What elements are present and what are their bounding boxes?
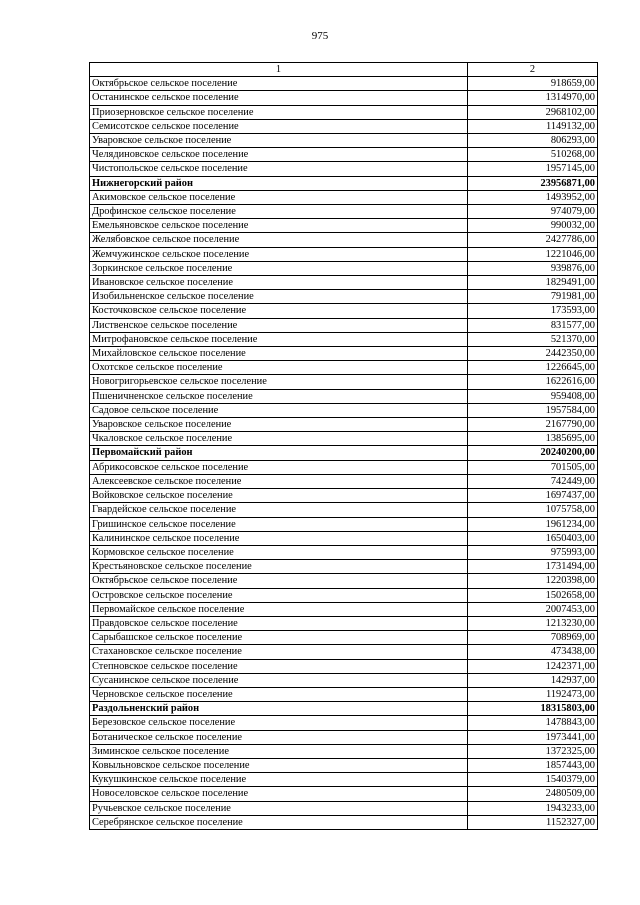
amount-value: 701505,00 bbox=[468, 460, 598, 474]
settlement-name: Челядиновское сельское поселение bbox=[90, 148, 468, 162]
settlement-name: Емельяновское сельское поселение bbox=[90, 219, 468, 233]
amount-value: 20240200,00 bbox=[468, 446, 598, 460]
amount-value: 1502658,00 bbox=[468, 588, 598, 602]
table-row bbox=[90, 545, 598, 559]
table-row bbox=[90, 659, 598, 673]
settlement-name: Октябрьское сельское поселение bbox=[90, 574, 468, 588]
settlement-name: Калининское сельское поселение bbox=[90, 531, 468, 545]
column-header-1: 1 bbox=[90, 63, 468, 77]
table-row bbox=[90, 304, 598, 318]
amount-value: 1731494,00 bbox=[468, 560, 598, 574]
amount-value: 473438,00 bbox=[468, 645, 598, 659]
amount-value: 173593,00 bbox=[468, 304, 598, 318]
settlement-name: Чкаловское сельское поселение bbox=[90, 432, 468, 446]
settlement-name: Войковское сельское поселение bbox=[90, 489, 468, 503]
settlement-name: Абрикосовское сельское поселение bbox=[90, 460, 468, 474]
settlement-name: Первомайское сельское поселение bbox=[90, 602, 468, 616]
amount-value: 2427786,00 bbox=[468, 233, 598, 247]
amount-value: 939876,00 bbox=[468, 261, 598, 275]
settlement-name: Первомайский район bbox=[90, 446, 468, 460]
settlement-name: Зиминское сельское поселение bbox=[90, 744, 468, 758]
table-header-row bbox=[90, 63, 598, 77]
amount-value: 1152327,00 bbox=[468, 815, 598, 829]
table-row bbox=[90, 205, 598, 219]
amount-value: 806293,00 bbox=[468, 134, 598, 148]
settlement-name: Серебрянское сельское поселение bbox=[90, 815, 468, 829]
amount-value: 2007453,00 bbox=[468, 602, 598, 616]
settlement-name: Алексеевское сельское поселение bbox=[90, 474, 468, 488]
amount-value: 1149132,00 bbox=[468, 119, 598, 133]
table-row bbox=[90, 517, 598, 531]
settlement-name: Пшеничненское сельское поселение bbox=[90, 389, 468, 403]
amount-value: 975993,00 bbox=[468, 545, 598, 559]
settlement-name: Садовое сельское поселение bbox=[90, 403, 468, 417]
amount-value: 1213230,00 bbox=[468, 616, 598, 630]
table-row bbox=[90, 233, 598, 247]
amount-value: 1943233,00 bbox=[468, 801, 598, 815]
table-row bbox=[90, 602, 598, 616]
settlement-name: Правдовское сельское поселение bbox=[90, 616, 468, 630]
settlement-name: Уваровское сельское поселение bbox=[90, 134, 468, 148]
settlement-name: Уваровское сельское поселение bbox=[90, 418, 468, 432]
settlement-name: Лиственское сельское поселение bbox=[90, 318, 468, 332]
amount-value: 708969,00 bbox=[468, 631, 598, 645]
settlement-name: Сусанинское сельское поселение bbox=[90, 673, 468, 687]
amount-value: 1372325,00 bbox=[468, 744, 598, 758]
table-row bbox=[90, 631, 598, 645]
settlement-name: Косточковское сельское поселение bbox=[90, 304, 468, 318]
table-row bbox=[90, 560, 598, 574]
settlement-name: Раздольненский район bbox=[90, 702, 468, 716]
table-row bbox=[90, 190, 598, 204]
amount-value: 2167790,00 bbox=[468, 418, 598, 432]
table-row bbox=[90, 261, 598, 275]
table-row bbox=[90, 574, 598, 588]
amount-value: 1220398,00 bbox=[468, 574, 598, 588]
amount-value: 18315803,00 bbox=[468, 702, 598, 716]
amount-value: 1957145,00 bbox=[468, 162, 598, 176]
table-row bbox=[90, 474, 598, 488]
district-row bbox=[90, 446, 598, 460]
settlement-name: Крестьяновское сельское поселение bbox=[90, 560, 468, 574]
settlement-name: Стахановское сельское поселение bbox=[90, 645, 468, 659]
table-row bbox=[90, 503, 598, 517]
settlement-name: Кормовское сельское поселение bbox=[90, 545, 468, 559]
district-row bbox=[90, 176, 598, 190]
table-row bbox=[90, 119, 598, 133]
settlement-name: Семисотское сельское поселение bbox=[90, 119, 468, 133]
settlement-name: Ковыльновское сельское поселение bbox=[90, 758, 468, 772]
settlement-name: Кукушкинское сельское поселение bbox=[90, 773, 468, 787]
amount-value: 831577,00 bbox=[468, 318, 598, 332]
budget-table bbox=[89, 62, 598, 830]
settlement-name: Желябовское сельское поселение bbox=[90, 233, 468, 247]
table-row bbox=[90, 418, 598, 432]
table-row bbox=[90, 687, 598, 701]
table-row bbox=[90, 148, 598, 162]
table-row bbox=[90, 588, 598, 602]
table-row bbox=[90, 403, 598, 417]
table-row bbox=[90, 389, 598, 403]
amount-value: 974079,00 bbox=[468, 205, 598, 219]
amount-value: 1650403,00 bbox=[468, 531, 598, 545]
table-row bbox=[90, 716, 598, 730]
settlement-name: Изобильненское сельское поселение bbox=[90, 290, 468, 304]
amount-value: 2442350,00 bbox=[468, 347, 598, 361]
table-row bbox=[90, 318, 598, 332]
amount-value: 742449,00 bbox=[468, 474, 598, 488]
amount-value: 1857443,00 bbox=[468, 758, 598, 772]
column-header-2: 2 bbox=[468, 63, 598, 77]
table-row bbox=[90, 247, 598, 261]
amount-value: 1493952,00 bbox=[468, 190, 598, 204]
settlement-name: Митрофановское сельское поселение bbox=[90, 332, 468, 346]
table-row bbox=[90, 645, 598, 659]
amount-value: 1385695,00 bbox=[468, 432, 598, 446]
settlement-name: Черновское сельское поселение bbox=[90, 687, 468, 701]
amount-value: 1973441,00 bbox=[468, 730, 598, 744]
settlement-name: Октябрьское сельское поселение bbox=[90, 77, 468, 91]
table-row bbox=[90, 673, 598, 687]
amount-value: 959408,00 bbox=[468, 389, 598, 403]
amount-value: 1226645,00 bbox=[468, 361, 598, 375]
amount-value: 2968102,00 bbox=[468, 105, 598, 119]
table-row bbox=[90, 758, 598, 772]
table-row bbox=[90, 134, 598, 148]
amount-value: 1314970,00 bbox=[468, 91, 598, 105]
table-row bbox=[90, 162, 598, 176]
table-row bbox=[90, 815, 598, 829]
table-row bbox=[90, 773, 598, 787]
settlement-name: Зоркинское сельское поселение bbox=[90, 261, 468, 275]
table-row bbox=[90, 77, 598, 91]
settlement-name: Нижнегорский район bbox=[90, 176, 468, 190]
settlement-name: Гришинское сельское поселение bbox=[90, 517, 468, 531]
amount-value: 2480509,00 bbox=[468, 787, 598, 801]
table-row bbox=[90, 787, 598, 801]
amount-value: 142937,00 bbox=[468, 673, 598, 687]
settlement-name: Березовское сельское поселение bbox=[90, 716, 468, 730]
amount-value: 1075758,00 bbox=[468, 503, 598, 517]
settlement-name: Охотское сельское поселение bbox=[90, 361, 468, 375]
table-row bbox=[90, 744, 598, 758]
table-row bbox=[90, 375, 598, 389]
amount-value: 1961234,00 bbox=[468, 517, 598, 531]
table-body bbox=[90, 77, 598, 830]
amount-value: 918659,00 bbox=[468, 77, 598, 91]
settlement-name: Островское сельское поселение bbox=[90, 588, 468, 602]
table-row bbox=[90, 347, 598, 361]
settlement-name: Ручьевское сельское поселение bbox=[90, 801, 468, 815]
amount-value: 1622616,00 bbox=[468, 375, 598, 389]
amount-value: 521370,00 bbox=[468, 332, 598, 346]
table-row bbox=[90, 91, 598, 105]
page-number: 975 bbox=[311, 30, 329, 42]
settlement-name: Останинское сельское поселение bbox=[90, 91, 468, 105]
amount-value: 1192473,00 bbox=[468, 687, 598, 701]
settlement-name: Новогригорьевское сельское поселение bbox=[90, 375, 468, 389]
table-row bbox=[90, 730, 598, 744]
amount-value: 1242371,00 bbox=[468, 659, 598, 673]
table-row bbox=[90, 332, 598, 346]
settlement-name: Жемчужинское сельское поселение bbox=[90, 247, 468, 261]
table-row bbox=[90, 432, 598, 446]
settlement-name: Новоселовское сельское поселение bbox=[90, 787, 468, 801]
table-row bbox=[90, 489, 598, 503]
settlement-name: Акимовское сельское поселение bbox=[90, 190, 468, 204]
table-row bbox=[90, 105, 598, 119]
settlement-name: Приозерновское сельское поселение bbox=[90, 105, 468, 119]
table-row bbox=[90, 531, 598, 545]
amount-value: 791981,00 bbox=[468, 290, 598, 304]
settlement-name: Михайловское сельское поселение bbox=[90, 347, 468, 361]
amount-value: 1221046,00 bbox=[468, 247, 598, 261]
settlement-name: Дрофинское сельское поселение bbox=[90, 205, 468, 219]
amount-value: 1697437,00 bbox=[468, 489, 598, 503]
amount-value: 1829491,00 bbox=[468, 276, 598, 290]
amount-value: 510268,00 bbox=[468, 148, 598, 162]
settlement-name: Сарыбашское сельское поселение bbox=[90, 631, 468, 645]
table-row bbox=[90, 290, 598, 304]
settlement-name: Чистопольское сельское поселение bbox=[90, 162, 468, 176]
table-row bbox=[90, 616, 598, 630]
table-row bbox=[90, 219, 598, 233]
settlement-name: Ботаническое сельское поселение bbox=[90, 730, 468, 744]
settlement-name: Ивановское сельское поселение bbox=[90, 276, 468, 290]
district-row bbox=[90, 702, 598, 716]
table-row bbox=[90, 276, 598, 290]
amount-value: 990032,00 bbox=[468, 219, 598, 233]
amount-value: 1540379,00 bbox=[468, 773, 598, 787]
settlement-name: Степновское сельское поселение bbox=[90, 659, 468, 673]
amount-value: 23956871,00 bbox=[468, 176, 598, 190]
table-row bbox=[90, 361, 598, 375]
amount-value: 1478843,00 bbox=[468, 716, 598, 730]
table-row bbox=[90, 801, 598, 815]
table-row bbox=[90, 460, 598, 474]
amount-value: 1957584,00 bbox=[468, 403, 598, 417]
settlement-name: Гвардейское сельское поселение bbox=[90, 503, 468, 517]
